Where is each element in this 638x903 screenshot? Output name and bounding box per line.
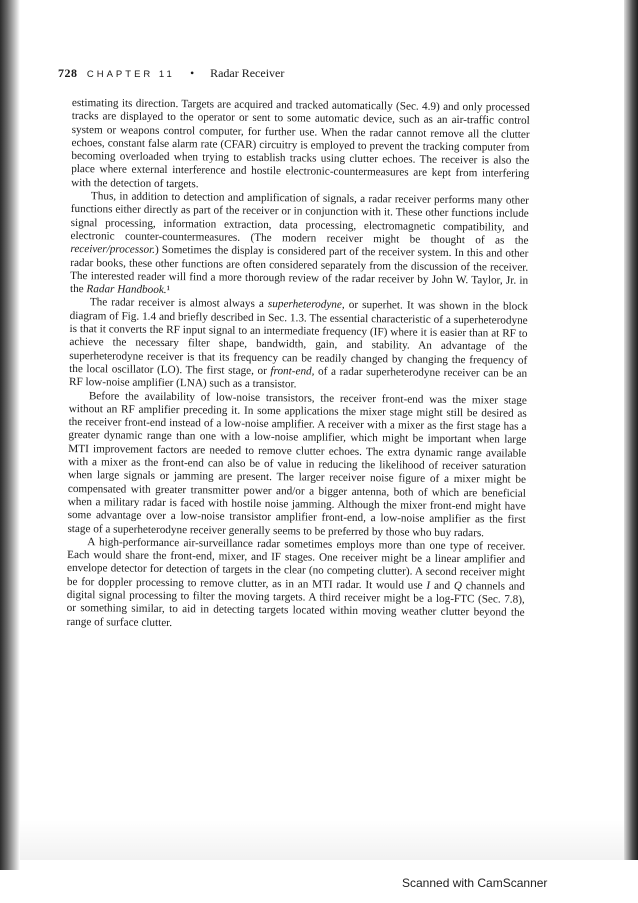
scan-left-edge-shadow bbox=[0, 0, 20, 870]
text-run: ) Sometimes the display is considered part of the receiver system. In this and other radar books, these other functions are often considered separately from the discussion of the receiver. The interested reader will find a more thorough review of the radar receiver by John W. Taylor, Jr. in the bbox=[69, 244, 529, 296]
text-run: estimating its direction. Targets are acquired and tracked automatically (Sec. 4.9) and only processed tracks are displayed to the operator or sent to some automatic device, such as an air-traffic control system or weapons control computer, for further use. When the radar cannot remove all the clutter echoes, constant false alarm rate (CFAR) circuitry is employed to prevent the tracking computer from becoming overloaded when trying to establish tracks using clutter echoes. The receiver is also the place where external interference and hostile electronic-countermeasures are kept from interfering with the detection of targets. bbox=[71, 97, 530, 191]
italic-text: front-end, bbox=[270, 365, 315, 378]
text-run: ¹ bbox=[166, 284, 171, 297]
text-run: and bbox=[430, 579, 454, 592]
paragraph bbox=[69, 296, 528, 394]
page-number: 728 bbox=[58, 66, 78, 80]
text-run: channels and digital signal processing to filter the moving targets. A third receiver might be a log-FTC (Sec. 7.8), or something similar, to aid in detecting targets located within moving weather clutter beyond the range of surface clutter. bbox=[66, 579, 525, 629]
text-run: Before the availability of low-noise transistors, the receiver front-end was the mixer stage without an RF amplifier preceding it. In some applications the mixer stage might still be desired as the receiver front-end instead of a low-noise amplifier. A receiver with a mixer as the first stage has a greater dynamic range than one with a low-noise amplifier, which might be important when large MTI improvement factors are needed to remove clutter echoes. The extra dynamic range available with a mixer as the front-end can also be of value in reducing the likelihood of receiver saturation when large signals or jamming are present. The larger receiver noise figure of a mixer might be compensated with greater transmitter power and/or a bigger antenna, both of which are beneficial when a military radar is faced with hostile noise jamming. Although the mixer front-end might have some advantage over a low-noise transistor amplifier front-end, a low-noise amplifier as the first stage of a superheterodyne receiver generally seems to be preferred by those who buy radars. bbox=[67, 389, 527, 539]
italic-text: Radar Handbook. bbox=[86, 283, 167, 297]
header-bullet: • bbox=[190, 68, 195, 80]
text-run: A high-performance air-surveillance radar sometimes employs more than one type of receiver. Each would share the front-end, mixer, and IF stages. One receiver might be a linear amplifier and envelope detector for detection of targets in the clear (no competing clutter). A second receiver might be for doppler processing to remove clutter, as in an MTI radar. It would use bbox=[66, 535, 526, 592]
text-run: of a radar superheterodyne receiver can be an RF low-noise amplifier (LNA) such as a transistor. bbox=[68, 365, 528, 391]
text-run: Thus, in addition to detection and amplification of signals, a radar receiver performs many other functions either directly as part of the receiver or in conjunction with it. These other functions include signal processing, information extraction, data processing, electromagnetic compatibility, and electronic counter-countermeasures. (The modern receiver might be thought of as the bbox=[70, 190, 530, 247]
running-title: Radar Receiver bbox=[210, 66, 285, 80]
italic-text: superheterodyne, bbox=[267, 298, 345, 312]
scanner-watermark: Scanned with CamScanner bbox=[402, 876, 548, 890]
italic-text: Q bbox=[453, 579, 463, 592]
scan-bottom-shade bbox=[20, 820, 624, 860]
paragraph bbox=[66, 536, 525, 634]
running-header bbox=[58, 66, 284, 81]
paragraph bbox=[71, 97, 530, 195]
paragraph bbox=[70, 190, 529, 301]
text-run: The radar receiver is almost always a bbox=[89, 296, 269, 311]
text-run: or superhet. It was shown in the block diagram of Fig. 1.4 and briefly described in Sec. 1.3. The essential characteristic of a superheterodyne is that it converts the RF input signal to an intermediate frequency (IF) where it is easier than at RF to achieve the necessary filter shape, bandwidth, gain, and stability. An advantage of the superheterodyne receiver is that its frequency can be readily changed by changing the frequency of the local oscillator (LO). The first stage, or bbox=[69, 299, 528, 378]
scan-right-edge-shadow bbox=[624, 0, 638, 860]
italic-text: I bbox=[426, 579, 431, 592]
paragraph bbox=[67, 390, 527, 541]
chapter-label: CHAPTER 11 bbox=[86, 69, 175, 80]
italic-text: receiver/processor. bbox=[70, 243, 156, 257]
body-text bbox=[66, 97, 530, 634]
